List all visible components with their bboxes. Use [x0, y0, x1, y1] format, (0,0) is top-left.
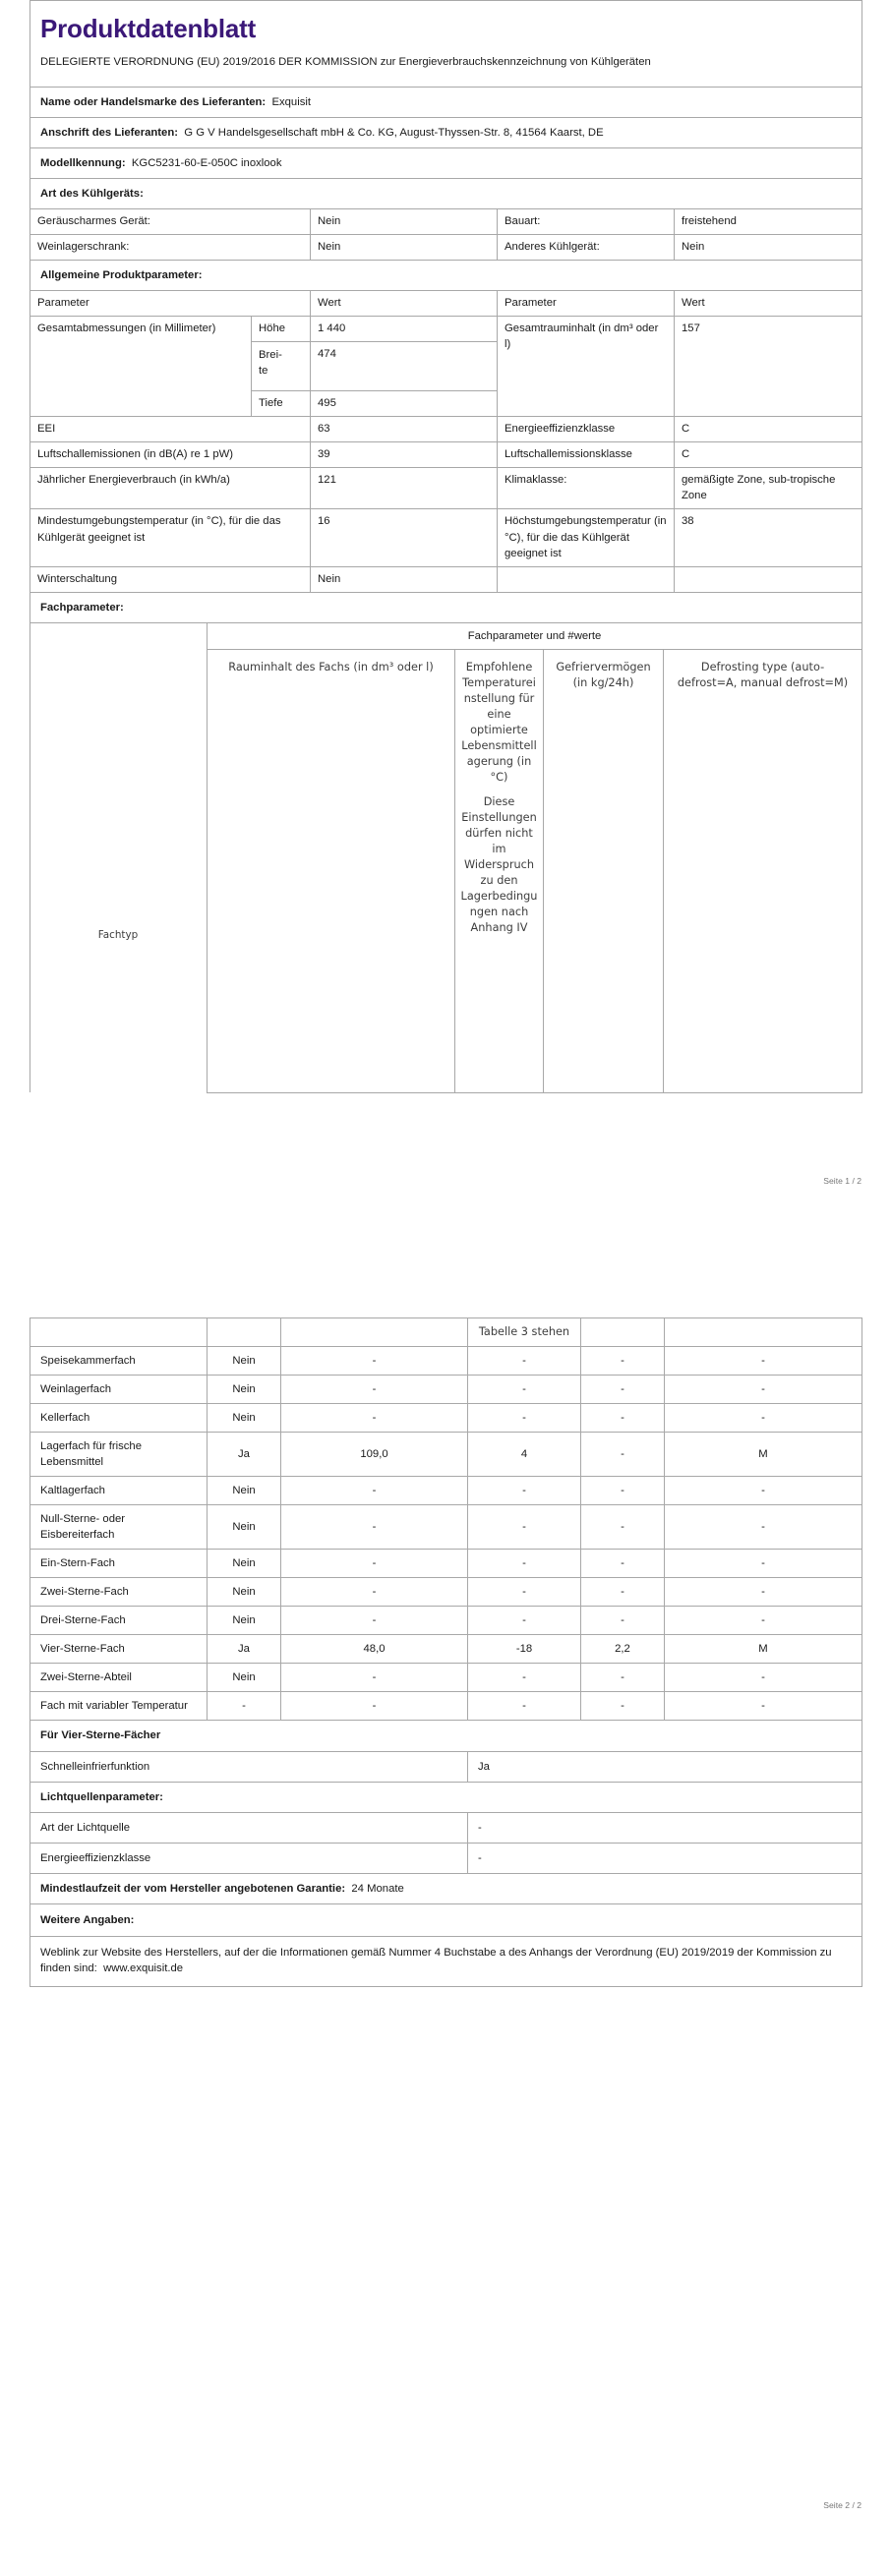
noise-emission-value: 39 — [311, 442, 498, 468]
light-source-heading: Lichtquellenparameter: — [30, 1782, 862, 1812]
table-row — [30, 1578, 862, 1607]
noise-emission-label: Luftschallemissionen (in dB(A) re 1 pW) — [30, 442, 311, 468]
compartment-defrost: - — [665, 1376, 862, 1404]
compartment-volume: - — [281, 1664, 468, 1692]
compartment-freeze: - — [581, 1347, 665, 1376]
supplier-name-value: Exquisit — [271, 95, 312, 108]
table-row — [30, 1692, 862, 1721]
wine-cabinet-label: Weinlagerschrank: — [30, 235, 311, 261]
weblink-text: Weblink zur Website des Herstellers, auf der die Informationen gemäß Nummer 4 Buchstabe a des Anhangs der Verordnung (EU) 2019/2019 der Kommission zu finden sind: — [40, 1946, 832, 1974]
fast-freeze-value: Ja — [468, 1751, 862, 1782]
dimensions-row-hoehe — [30, 317, 862, 342]
compartment-rows-body — [30, 1347, 862, 1721]
compartment-defrost: M — [665, 1433, 862, 1477]
winter-empty-1 — [498, 566, 675, 592]
compartment-freeze: - — [581, 1607, 665, 1635]
compartment-temp: - — [468, 1404, 581, 1433]
title-cell — [30, 1, 862, 88]
other-appliance-label: Anderes Kühlgerät: — [498, 235, 675, 261]
compartment-freeze: - — [581, 1505, 665, 1550]
table-row — [30, 468, 862, 509]
supplier-name-row — [30, 87, 862, 117]
compartment-type: Lagerfach für frische Lebensmittel — [30, 1433, 208, 1477]
compartment-temp: - — [468, 1607, 581, 1635]
winter-setting-label: Winterschaltung — [30, 566, 311, 592]
page-title: Produktdatenblatt — [40, 14, 257, 43]
regulation-subtitle: DELEGIERTE VERORDNUNG (EU) 2019/2016 DER KOMMISSION zur Energieverbrauchskennzeichnung von Kühlgeräten — [40, 55, 651, 68]
compartment-present: Nein — [208, 1376, 281, 1404]
compartment-present: Nein — [208, 1347, 281, 1376]
warranty-value: 24 Monate — [351, 1882, 404, 1895]
compartment-present: - — [208, 1692, 281, 1721]
energy-class-value: C — [675, 417, 862, 442]
light-source-type-label: Art der Lichtquelle — [30, 1812, 468, 1843]
dimension-depth-value: 495 — [311, 391, 498, 417]
low-noise-value: Nein — [311, 209, 498, 235]
compartment-defrost: - — [665, 1347, 862, 1376]
eei-value: 63 — [311, 417, 498, 442]
table-row — [30, 1477, 862, 1505]
warranty-row — [30, 1873, 862, 1903]
build-type-label: Bauart: — [498, 209, 675, 235]
other-appliance-value: Nein — [675, 235, 862, 261]
model-row — [30, 148, 862, 179]
compartment-freeze: - — [581, 1550, 665, 1578]
compartment-freeze: - — [581, 1433, 665, 1477]
compartment-present: Nein — [208, 1578, 281, 1607]
model-value: KGC5231-60-E-050C inoxlook — [131, 157, 282, 170]
temp-setting-part-2: Diese Einstellungen dürfen nicht im Widerspruch zu den Lagerbedingungen nach Anhang IV — [460, 794, 538, 935]
light-source-heading-row — [30, 1782, 862, 1812]
page-1-footer: Seite 1 / 2 — [823, 1176, 861, 1186]
compartment-type: Drei-Sterne-Fach — [30, 1607, 208, 1635]
compartment-header-table — [30, 622, 862, 1093]
compartment-temp: - — [468, 1550, 581, 1578]
model-cell — [30, 148, 862, 179]
table-row — [30, 509, 862, 566]
fast-freeze-label: Schnelleinfrierfunktion — [30, 1751, 468, 1782]
compartment-freeze: - — [581, 1376, 665, 1404]
compartment-temp: - — [468, 1347, 581, 1376]
noise-class-label: Luftschallemissionsklasse — [498, 442, 675, 468]
compartment-defrost: - — [665, 1664, 862, 1692]
supplier-name-label: Name oder Handelsmarke des Lieferanten: — [40, 95, 267, 108]
table-row — [30, 1550, 862, 1578]
build-type-value: freistehend — [675, 209, 862, 235]
compartment-temp: -18 — [468, 1635, 581, 1664]
compartment-present: Ja — [208, 1635, 281, 1664]
compartment-type: Vier-Sterne-Fach — [30, 1635, 208, 1664]
page-2-footer: Seite 2 / 2 — [823, 2500, 861, 2510]
compartment-present: Ja — [208, 1433, 281, 1477]
document-page-2 — [0, 1317, 891, 2576]
model-label: Modellkennung: — [40, 157, 126, 170]
compartment-volume: - — [281, 1477, 468, 1505]
compartment-defrost: - — [665, 1578, 862, 1607]
compartment-volume: - — [281, 1347, 468, 1376]
appliance-type-heading-row — [30, 179, 862, 209]
compartment-type: Fach mit variabler Temperatur — [30, 1692, 208, 1721]
low-noise-label: Geräuscharmes Gerät: — [30, 209, 311, 235]
continuation-spacer-2 — [208, 1318, 281, 1347]
col-header-wert-2: Wert — [675, 291, 862, 317]
compartment-temp: - — [468, 1692, 581, 1721]
table-row — [30, 1607, 862, 1635]
fachtyp-spacer — [30, 622, 208, 1092]
table-row — [30, 442, 862, 468]
supplier-address-label: Anschrift des Lieferanten: — [40, 127, 178, 139]
dimension-width-value: 474 — [311, 342, 498, 391]
col-header-temperature-setting — [455, 649, 544, 1092]
supplier-address-value: G G V Handelsgesellschaft mbH & Co. KG, August-Thyssen-Str. 8, 41564 Kaarst, DE — [184, 127, 604, 139]
four-star-heading-row — [30, 1721, 862, 1751]
compartment-present: Nein — [208, 1505, 281, 1550]
col-header-parameter-1: Parameter — [30, 291, 311, 317]
dimension-height-value: 1 440 — [311, 317, 498, 342]
winter-empty-2 — [675, 566, 862, 592]
table-row — [30, 209, 862, 235]
compartment-volume: - — [281, 1404, 468, 1433]
total-volume-label: Gesamtrauminhalt (in dm³ oder l) — [498, 317, 675, 417]
compartment-volume: - — [281, 1692, 468, 1721]
compartment-defrost: M — [665, 1635, 862, 1664]
wine-cabinet-value: Nein — [311, 235, 498, 261]
compartment-freeze: - — [581, 1664, 665, 1692]
temp-setting-part-1: Empfohlene Temperatureinstellung für eine optimierte Lebensmittellagerung (in °C) — [461, 660, 537, 784]
col-header-fachtyp: Fachtyp — [97, 929, 139, 941]
compartment-type: Speisekammerfach — [30, 1347, 208, 1376]
compartment-type: Weinlagerfach — [30, 1376, 208, 1404]
energy-class-label: Energieeffizienzklasse — [498, 417, 675, 442]
compartment-volume: - — [281, 1505, 468, 1550]
annual-energy-value: 121 — [311, 468, 498, 509]
table-row — [30, 235, 862, 261]
climate-class-value: gemäßigte Zone, sub-tropische Zone — [675, 468, 862, 509]
supplier-address-row — [30, 118, 862, 148]
dimension-depth-label: Tiefe — [252, 391, 311, 417]
four-star-heading: Für Vier-Sterne-Fächer — [30, 1721, 862, 1751]
compartment-continuation-header-row — [30, 1318, 862, 1347]
compartment-volume: - — [281, 1578, 468, 1607]
compartment-freeze: - — [581, 1692, 665, 1721]
dimension-height-label: Höhe — [252, 317, 311, 342]
compartment-temp: - — [468, 1376, 581, 1404]
compartment-type: Zwei-Sterne-Fach — [30, 1578, 208, 1607]
compartment-temp: - — [468, 1505, 581, 1550]
table-row — [30, 1347, 862, 1376]
compartment-temp: - — [468, 1477, 581, 1505]
continuation-spacer-5 — [665, 1318, 862, 1347]
total-volume-value: 157 — [675, 317, 862, 417]
compartment-present: Nein — [208, 1664, 281, 1692]
general-params-header-row — [30, 291, 862, 317]
compartment-group-header-row — [30, 622, 862, 649]
table-row — [30, 1376, 862, 1404]
compartment-volume: - — [281, 1550, 468, 1578]
compartment-present: Nein — [208, 1404, 281, 1433]
compartment-freeze: - — [581, 1477, 665, 1505]
compartment-present: Nein — [208, 1550, 281, 1578]
dimension-width-label: Brei- te — [252, 342, 311, 391]
light-source-class-label: Energieeffizienzklasse — [30, 1843, 468, 1873]
compartment-freeze: 2,2 — [581, 1635, 665, 1664]
compartment-volume: 109,0 — [281, 1433, 468, 1477]
col-header-wert-1: Wert — [311, 291, 498, 317]
compartment-defrost: - — [665, 1477, 862, 1505]
compartment-type: Kaltlagerfach — [30, 1477, 208, 1505]
compartment-present: Nein — [208, 1477, 281, 1505]
annual-energy-label: Jährlicher Energieverbrauch (in kWh/a) — [30, 468, 311, 509]
table-row — [30, 566, 862, 592]
col-header-parameter-2: Parameter — [498, 291, 675, 317]
supplier-name-cell — [30, 87, 862, 117]
min-ambient-label: Mindestumgebungstemperatur (in °C), für die das Kühlgerät geeignet ist — [30, 509, 311, 566]
title-row — [30, 1, 862, 88]
weblink-row — [30, 1936, 862, 1986]
table-row — [30, 1664, 862, 1692]
climate-class-label: Klimaklasse: — [498, 468, 675, 509]
compartment-type: Ein-Stern-Fach — [30, 1550, 208, 1578]
col-header-tabelle3: Tabelle 3 stehen — [468, 1318, 581, 1347]
light-source-type-value: - — [468, 1812, 862, 1843]
compartment-present: Nein — [208, 1607, 281, 1635]
compartment-defrost: - — [665, 1404, 862, 1433]
light-source-type-row — [30, 1812, 862, 1843]
compartment-type: Zwei-Sterne-Abteil — [30, 1664, 208, 1692]
document-page-1 — [0, 0, 891, 1259]
compartment-temp: - — [468, 1664, 581, 1692]
light-source-class-row — [30, 1843, 862, 1873]
winter-setting-value: Nein — [311, 566, 498, 592]
compartment-defrost: - — [665, 1550, 862, 1578]
continuation-spacer-4 — [581, 1318, 665, 1347]
compartment-freeze: - — [581, 1578, 665, 1607]
max-ambient-value: 38 — [675, 509, 862, 566]
compartment-type: Kellerfach — [30, 1404, 208, 1433]
continuation-spacer-3 — [281, 1318, 468, 1347]
table-row — [30, 1505, 862, 1550]
compartment-volume: - — [281, 1376, 468, 1404]
table-row — [30, 417, 862, 442]
weblink-url[interactable]: www.exquisit.de — [103, 1961, 184, 1974]
continuation-spacer-1 — [30, 1318, 208, 1347]
compartment-group-header: Fachparameter und #werte — [208, 622, 862, 649]
further-heading-row — [30, 1903, 862, 1936]
noise-class-value: C — [675, 442, 862, 468]
compartment-volume: 48,0 — [281, 1635, 468, 1664]
max-ambient-label: Höchstumgebungstemperatur (in °C), für die das Kühlgerät geeignet ist — [498, 509, 675, 566]
table-row — [30, 1635, 862, 1664]
compartment-defrost: - — [665, 1505, 862, 1550]
min-ambient-value: 16 — [311, 509, 498, 566]
weblink-cell — [30, 1936, 862, 1986]
general-params-heading-row — [30, 261, 862, 291]
compartment-defrost: - — [665, 1692, 862, 1721]
compartment-volume: - — [281, 1607, 468, 1635]
compartment-freeze: - — [581, 1404, 665, 1433]
general-params-heading: Allgemeine Produktparameter: — [30, 261, 862, 291]
table-row — [30, 1433, 862, 1477]
warranty-label: Mindestlaufzeit der vom Hersteller angebotenen Garantie: — [40, 1882, 346, 1895]
light-source-class-value: - — [468, 1843, 862, 1873]
eei-label: EEI — [30, 417, 311, 442]
col-header-freezing-capacity: Gefriervermögen (in kg/24h) — [544, 649, 664, 1092]
supplier-address-cell — [30, 118, 862, 148]
product-sheet-table-page1 — [30, 0, 862, 623]
dimensions-label: Gesamtabmessungen (in Millimeter) — [30, 317, 252, 417]
col-header-rauminhalt: Rauminhalt des Fachs (in dm³ oder l) — [208, 649, 455, 1092]
compartment-defrost: - — [665, 1607, 862, 1635]
compartment-heading: Fachparameter: — [30, 592, 862, 622]
fast-freeze-row — [30, 1751, 862, 1782]
compartment-temp: 4 — [468, 1433, 581, 1477]
col-header-defrosting-type: Defrosting type (auto-defrost=A, manual defrost=M) — [664, 649, 862, 1092]
table-row — [30, 1404, 862, 1433]
appliance-type-heading: Art des Kühlgeräts: — [30, 179, 862, 209]
further-heading: Weitere Angaben: — [30, 1903, 862, 1936]
compartment-temp: - — [468, 1578, 581, 1607]
warranty-cell — [30, 1873, 862, 1903]
compartment-table-page2 — [30, 1317, 862, 1987]
compartment-heading-row — [30, 592, 862, 622]
compartment-type: Null-Sterne- oder Eisbereiterfach — [30, 1505, 208, 1550]
